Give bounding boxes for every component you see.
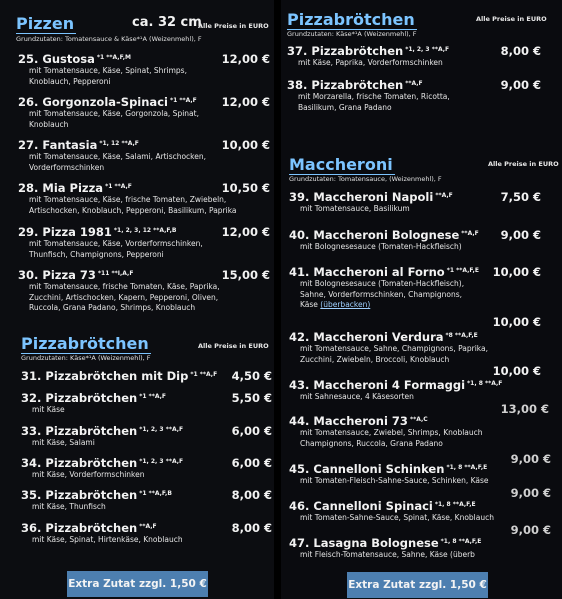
item-name: Cannelloni Schinken <box>313 462 445 476</box>
menu-item-42 <box>289 330 541 378</box>
item-number: 39. <box>289 190 310 204</box>
menu-item-46 <box>289 499 551 537</box>
menu-item-47 <box>289 536 541 561</box>
item-desc-line: mit Tomatensauce, Käse, Salami, Artischocken, <box>29 152 207 161</box>
item-codes: *1, 2, 3 **A,F <box>139 426 184 433</box>
item-desc-line: Knoblauch <box>29 119 69 129</box>
menu-item-31 <box>21 369 272 383</box>
item-codes: *1 **A,F,M <box>96 54 131 61</box>
item-desc-line: Vorderformschinken <box>29 162 105 172</box>
item-desc-line: mit Fleisch-Tomatensauce, Sahne, Käse (überb <box>300 550 475 559</box>
pizzabroetchen-right-title: Pizzabrötchen <box>287 10 415 29</box>
menu-item-30 <box>18 268 272 314</box>
item-price: 10,00 € <box>221 138 270 152</box>
item-number: 25. <box>18 52 39 66</box>
item-number: 37. <box>287 44 308 58</box>
item-price: 8,00 € <box>231 521 272 535</box>
item-name: Pizzabrötchen mit Dip <box>45 369 189 383</box>
menu-item-44 <box>289 414 551 466</box>
item-number: 36. <box>21 521 42 535</box>
item-codes: **A,F <box>405 80 423 87</box>
item-name: Gustosa <box>42 52 95 66</box>
item-codes: *1 **A,F,B <box>139 490 172 497</box>
item-name: Maccheroni Verdura <box>313 330 444 344</box>
pizzabroetchen-left-title: Pizzabrötchen <box>21 334 149 353</box>
item-desc-line: mit Tomatensauce, Käse, Vorderformschinken, <box>29 239 203 248</box>
item-number: 47. <box>289 536 310 550</box>
item-name: Lasagna Bolognese <box>313 536 439 550</box>
item-name: Pizzabrötchen <box>45 521 138 535</box>
menu-item-27 <box>18 138 272 173</box>
pizzabroetchen-left-header <box>21 334 151 354</box>
item-codes: *1, 2, 3, 12 **A,F,B <box>113 227 177 234</box>
item-desc-line: mit Tomatensauce, Käse, Gorgonzola, Spinat, <box>29 109 199 118</box>
item-desc-line: Zucchini, Zwiebeln, Broccoli, Knoblauch <box>300 354 450 364</box>
item-price: 13,00 € <box>500 402 549 416</box>
item-name: Mia Pizza <box>42 181 104 195</box>
item-desc-line: mit Tomatensauce, Käse, Spinat, Shrimps, <box>29 66 187 75</box>
item-price: 8,00 € <box>500 44 541 58</box>
item-name: Pizzabrötchen <box>45 391 138 405</box>
item-name: Maccheroni Bolognese <box>313 228 460 242</box>
menu-item-40 <box>289 228 541 253</box>
item-desc-line: Artischocken, Knoblauch, Pepperoni, Basilikum, Paprika <box>29 205 237 215</box>
item-number: 32. <box>21 391 42 405</box>
item-desc-line: mit Käse <box>32 405 65 414</box>
item-codes: *1, 12 **A,F <box>99 140 139 147</box>
item-number: 46. <box>289 499 310 513</box>
item-price: 15,00 € <box>221 268 270 282</box>
menu-item-29 <box>18 225 272 260</box>
right-menu-column <box>281 0 562 599</box>
item-desc-line: mit Morzarella, frische Tomaten, Ricotta, <box>298 92 450 101</box>
item-number: 43. <box>289 378 310 392</box>
ueberbacken-link[interactable]: (überbacken) <box>320 300 371 309</box>
item-name: Maccheroni 4 Formaggi <box>313 378 466 392</box>
pizzabroetchen-right-price-note: Alle Preise in EURO <box>476 15 547 23</box>
left-menu-column <box>0 0 274 599</box>
item-name: Cannelloni Spinaci <box>313 499 433 513</box>
item-price: 6,00 € <box>231 456 272 470</box>
item-codes: *1 **A,F <box>105 183 132 190</box>
item-price: 12,00 € <box>221 225 270 239</box>
pizzabroetchen-right-basics: Grundzutaten: Käse*¹A (Weizenmehl), F <box>287 30 417 38</box>
item-codes: **A,C <box>409 416 428 423</box>
item-codes: *11 **I,A,F <box>97 270 134 277</box>
item-name: Maccheroni al Forno <box>313 265 445 279</box>
item-desc-line: Basilikum, Grana Padano <box>298 102 392 112</box>
item-codes: **A,F <box>461 230 479 237</box>
column-divider <box>274 0 281 599</box>
item-desc-line: mit Tomaten-Fleisch-Sahne-Sauce, Schinken, Käse <box>300 476 489 485</box>
item-price: 12,00 € <box>221 95 270 109</box>
item-number: 35. <box>21 488 42 502</box>
item-codes: *1 **A,F <box>169 97 197 104</box>
item-name: Maccheroni 73 <box>313 414 408 428</box>
item-number: 38. <box>287 78 308 92</box>
item-number: 29. <box>18 225 39 239</box>
item-desc-line: mit Käse, Salami <box>32 438 95 447</box>
item-number: 45. <box>289 462 310 476</box>
item-desc-line: mit Tomatensauce, Zwiebel, Shrimps, Knoblauch <box>300 428 483 437</box>
item-codes: *1, 2, 3 **A,F <box>139 458 184 465</box>
item-name: Gorgonzola-Spinaci <box>42 95 168 109</box>
menu-item-26 <box>18 95 272 130</box>
item-number: 33. <box>21 424 42 438</box>
item-price: 9,00 € <box>510 523 551 537</box>
item-price: 9,00 € <box>510 452 551 466</box>
item-desc-line: mit Käse, Paprika, Vorderformschinken <box>298 58 443 67</box>
item-desc-prefix: Käse <box>300 300 321 309</box>
item-price: 7,50 € <box>500 190 541 204</box>
item-price: 9,00 € <box>500 78 541 92</box>
maccheroni-header <box>289 155 395 175</box>
item-codes: *1, 8 **A,F,E <box>446 464 488 471</box>
item-price-secondary: 10,00 € <box>492 315 541 329</box>
item-price: 12,00 € <box>221 52 270 66</box>
item-name: Fantasia <box>42 138 98 152</box>
item-desc-line: mit Käse, Spinat, Hirtenkäse, Knoblauch <box>32 535 183 544</box>
item-codes: *1 **A,F,E <box>446 267 479 274</box>
item-price: 10,00 € <box>492 265 541 279</box>
item-price: 10,00 € <box>492 364 541 378</box>
maccheroni-price-note: Alle Preise in EURO <box>488 160 559 168</box>
item-name: Pizza 1981 <box>42 225 112 239</box>
item-name: Pizzabrötchen <box>45 424 138 438</box>
item-number: 28. <box>18 181 39 195</box>
item-number: 26. <box>18 95 39 109</box>
menu-item-37 <box>287 44 541 69</box>
menu-item-38 <box>287 78 541 113</box>
item-price: 8,00 € <box>231 488 272 502</box>
extra-topping-banner-left: Extra Zutat zzgl. 1,50 € <box>67 571 208 597</box>
item-desc-line: Ruccola, Grana Padano, Shrimps, Knoblauch <box>29 303 196 312</box>
menu-item-36 <box>21 521 272 546</box>
menu-item-43 <box>289 378 549 416</box>
item-desc-line: mit Tomaten-Sahne-Sauce, Spinat, Käse, Knoblauch <box>300 513 494 522</box>
item-name: Pizzabrötchen <box>311 44 404 58</box>
item-desc-line: mit Käse, Vorderformschinken <box>32 470 145 479</box>
item-codes: *1, 2, 3 **A,F <box>405 46 450 53</box>
item-number: 41. <box>289 265 310 279</box>
item-desc-line: mit Bolognesesauce (Tomaten-Hackfleisch), <box>300 279 465 288</box>
item-codes: **A,F <box>139 523 157 530</box>
item-desc-line <box>300 300 541 311</box>
menu-item-25 <box>18 52 272 87</box>
menu-item-34 <box>21 456 272 481</box>
item-name: Maccheroni Napoli <box>313 190 434 204</box>
menu-item-32 <box>21 391 272 416</box>
menu-item-33 <box>21 424 272 449</box>
item-number: 27. <box>18 138 39 152</box>
extra-topping-banner-right: Extra Zutat zzgl. 1,50 € <box>347 572 488 598</box>
item-desc-line: mit Tomatensauce, Käse, frische Tomaten, Zwiebeln, <box>29 195 227 204</box>
item-number: 42. <box>289 330 310 344</box>
item-codes: *1, 8 **A,F,E <box>434 501 476 508</box>
item-number: 30. <box>18 268 39 282</box>
pizzen-size: ca. 32 cm <box>132 15 202 30</box>
menu-item-41 <box>289 265 541 329</box>
item-codes: *8 **A,F,E <box>445 332 478 339</box>
item-desc-line: mit Bolognesesauce (Tomaten-Hackfleisch) <box>300 242 462 251</box>
item-desc-line: Champignons, Ruccola, Grana Padano <box>300 438 443 448</box>
item-number: 40. <box>289 228 310 242</box>
item-price: 10,50 € <box>221 181 270 195</box>
item-desc-line: mit Sahnesauce, 4 Käsesorten <box>300 392 414 401</box>
item-desc-line: mit Tomatensauce, Basilikum <box>300 204 410 213</box>
menu-item-35 <box>21 488 272 513</box>
maccheroni-basics: Grundzutaten: Tomatensauce, (Weizenmehl), F <box>289 175 442 183</box>
menu-item-39 <box>289 190 541 215</box>
pizzabroetchen-right-header <box>287 10 417 30</box>
item-number: 34. <box>21 456 42 470</box>
item-name: Pizza 73 <box>42 268 96 282</box>
pizzabroetchen-left-basics: Grundzutaten: Käse*¹A (Weizenmehl), F <box>21 354 151 362</box>
pizzen-section-header <box>16 14 76 34</box>
item-codes: *1 **A,F <box>190 371 218 378</box>
item-desc-line: Thunfisch, Champignons, Pepperoni <box>29 249 164 259</box>
item-number: 44. <box>289 414 310 428</box>
item-desc-line: Zucchini, Artischocken, Kapern, Pepperoni, Oliven, <box>29 292 219 302</box>
item-codes: *1 **A,F <box>139 393 167 400</box>
item-desc-line: mit Tomatensauce, Sahne, Champignons, Paprika, <box>300 344 488 353</box>
item-price: 9,00 € <box>510 486 551 500</box>
item-name: Pizzabrötchen <box>45 456 138 470</box>
item-desc-line: mit Käse, Thunfisch <box>32 502 106 511</box>
pizzen-price-note: Alle Preise in EURO <box>198 22 269 30</box>
menu-item-45 <box>289 462 551 500</box>
item-price: 5,50 € <box>231 391 272 405</box>
pizzen-basics: Grundzutaten: Tomatensauce & Käse*¹A (Weizenmehl), F <box>16 35 202 43</box>
item-codes: *1, 8 **A,F <box>467 380 503 387</box>
maccheroni-title: Maccheroni <box>289 155 393 174</box>
menu-item-28 <box>18 181 272 216</box>
item-codes: **A,F <box>435 192 453 199</box>
item-name: Pizzabrötchen <box>311 78 404 92</box>
item-codes: *1, 8 **A,F,E <box>440 538 482 545</box>
item-number: 31. <box>21 369 42 383</box>
item-price: 6,00 € <box>231 424 272 438</box>
item-desc-line: Knoblauch, Pepperoni <box>29 76 111 86</box>
pizzabroetchen-left-price-note: Alle Preise in EURO <box>198 342 269 350</box>
item-price: 9,00 € <box>500 228 541 242</box>
item-name: Pizzabrötchen <box>45 488 138 502</box>
item-price: 4,50 € <box>231 369 272 383</box>
item-desc-line: mit Tomatensauce, frische Tomaten, Käse, Paprika, <box>29 282 220 291</box>
item-desc-line: Sahne, Vorderformschinken, Champignons, <box>300 289 462 299</box>
pizzen-title: Pizzen <box>16 14 75 33</box>
